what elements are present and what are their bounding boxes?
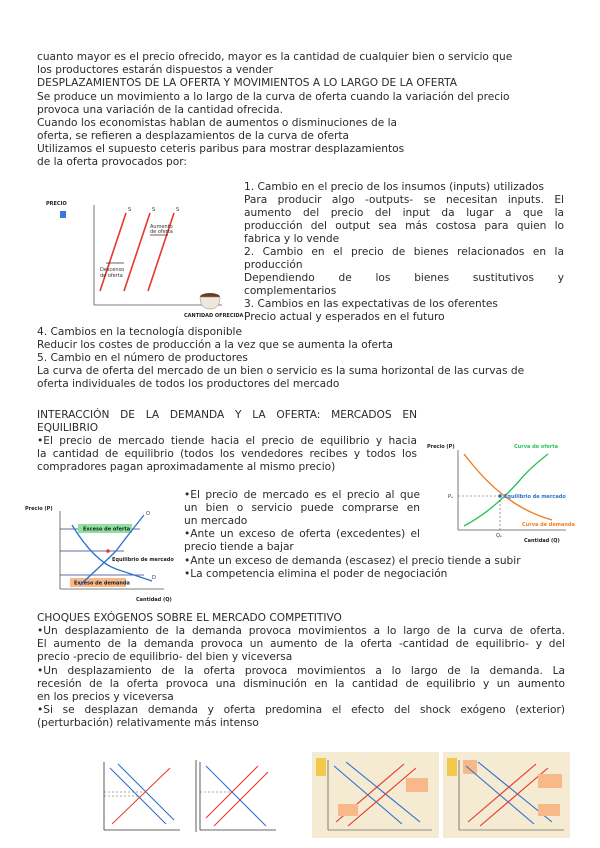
paragraph-line: •Si se desplazan demanda y oferta predomina el efecto del shock exógeno (exterior)	[37, 704, 565, 716]
qe-label: Qₑ	[496, 533, 503, 539]
paragraph-line: 1. Cambio en el precio de los insumos (inputs) utilizados	[244, 181, 544, 193]
paragraph-line: La curva de oferta del mercado de un bien o servicio es la suma horizontal de las curvas de	[37, 365, 525, 377]
demand-curve-label: Curva de demanda	[522, 522, 575, 528]
paragraph-line: recesión de la oferta provoca una disminución en la cantidad de equilibrio y un aumento	[37, 678, 565, 690]
demand-curve	[72, 525, 152, 581]
paragraph-line: precio tiende a bajar	[184, 541, 294, 553]
paragraph-line: Se produce un movimiento a lo largo de la curva de oferta cuando la variación del precio	[37, 91, 510, 103]
supply-curve	[464, 454, 548, 526]
paragraph-line: en los precios y viceversa	[37, 691, 174, 703]
supply-o-label: O	[146, 511, 150, 517]
shock-panels-figure	[312, 752, 570, 838]
shock-panel-left	[312, 752, 439, 838]
demand-d-label: D	[152, 575, 156, 581]
paragraph-line: compradores pagan aproximadamente al mismo precio)	[37, 461, 336, 473]
equilibrium-label: Equilibrio de mercado	[504, 494, 566, 500]
price-tag-icon	[60, 211, 66, 218]
paragraph-line: provoca una variación de la cantidad ofrecida.	[37, 104, 283, 116]
paragraph-line: de la oferta provocados por:	[37, 156, 187, 168]
paragraph-line: •Un desplazamiento de la demanda provoca movimientos a lo largo de la curva de oferta.	[37, 625, 565, 637]
axis-label-precio: Precio (P)	[427, 444, 455, 450]
paragraph-line: 3. Cambios en las expectativas de los oferentes	[244, 298, 498, 310]
paragraph-line: producción	[244, 259, 303, 271]
paragraph-line: Reducir los costes de producción a la vez que se aumenta la oferta	[37, 339, 393, 351]
exceso-oferta-label: Exceso de oferta	[83, 526, 131, 533]
pe-label: Pₑ	[448, 494, 454, 500]
paragraph-line: Cuando los economistas hablan de aumentos o disminuciones de la	[37, 117, 398, 129]
paragraph-line: 4. Cambios en la tecnología disponible	[37, 326, 243, 338]
paragraph-line: oferta individuales de todos los productores del mercado	[37, 378, 340, 390]
paragraph-line: 5. Cambio en el número de productores	[37, 352, 248, 364]
axis-label-cantidad: Cantidad (Q)	[524, 538, 560, 544]
paragraph-line: •Un desplazamiento de la oferta provoca movimientos a lo largo de la demanda. La	[37, 665, 565, 677]
paragraph-line: (perturbación) relativamente más intenso	[37, 717, 259, 729]
intro-line-1: cuanto mayor es el precio ofrecido, mayor es la cantidad de cualquier bien o servicio que	[37, 51, 513, 63]
axis-label-precio: PRECIO	[46, 201, 67, 207]
paragraph-line: producción del output sea más costosa para quien lo	[244, 220, 564, 232]
paragraph-line: un bien o servicio puede comprarse en	[184, 502, 420, 514]
paragraph-line: Precio actual y esperados en el futuro	[244, 311, 445, 323]
paragraph-line: •El precio de mercado es el precio al que	[184, 489, 420, 501]
paragraph-line: complementarios	[244, 285, 337, 297]
equilibrium-point	[106, 549, 110, 553]
paragraph-line: •La competencia elimina el poder de negociación	[184, 568, 448, 580]
paragraph-line: •Ante un exceso de oferta (excedentes) el	[184, 528, 420, 540]
demand-curve	[464, 454, 552, 520]
intro-line-2: los productores estarán dispuestos a vender	[37, 64, 273, 76]
axis-label-cantidad: CANTIDAD OFRECIDA	[184, 313, 244, 319]
shock-sketch-supply	[192, 758, 280, 836]
equilibrium-figure-left	[24, 503, 182, 607]
coffee-cup-icon	[200, 297, 220, 309]
supply-shift-figure	[42, 193, 244, 323]
svg-text:de oferta: de oferta	[150, 229, 173, 235]
supply-label-2: S	[152, 207, 156, 213]
section-title-oferta: DESPLAZAMIENTOS DE LA OFERTA Y MOVIMIENTOS A LO LARGO DE LA OFERTA	[37, 77, 457, 89]
shock-sketch-demand	[96, 758, 184, 836]
supply-curve-s1	[100, 213, 126, 291]
paragraph-line: precio -precio de equilibrio- del bien y viceversa	[37, 651, 293, 663]
paragraph-line: •El precio de mercado tiende hacia el precio de equilibrio y hacia	[37, 435, 417, 447]
paragraph-line: un mercado	[184, 515, 248, 527]
supply-curve-label: Curva de oferta	[514, 444, 559, 450]
equilibrium-label: Equilibrio de mercado	[112, 557, 174, 563]
paragraph-line: Para producir algo -outputs- se necesitan inputs. El	[244, 194, 564, 206]
equilibrium-figure-right	[424, 440, 575, 544]
equilibrium-point	[498, 494, 502, 498]
paragraph-line: El aumento de la demanda provoca un aumento de la oferta -cantidad de equilibrio- y del	[37, 638, 565, 650]
section-title-choques: CHOQUES EXÓGENOS SOBRE EL MERCADO COMPETITIVO	[37, 612, 342, 624]
paragraph-line: 2. Cambio en el precio de bienes relacionados en la	[244, 246, 564, 258]
exceso-demanda-label: Exceso de demanda	[74, 580, 130, 587]
aumento-oferta-label: Aumento	[150, 224, 173, 230]
supply-label-3: S	[176, 207, 180, 213]
supply-curve-s2	[124, 213, 150, 291]
paragraph-line: aumento del precio del input da lugar a que la	[244, 207, 564, 219]
descenso-oferta-label: Descenso	[100, 267, 125, 273]
paragraph-line: la cantidad de equilibrio (todos los vendedores recibes y todos los	[37, 448, 417, 460]
axis-label-precio: Precio (P)	[25, 506, 53, 512]
paragraph-line: •Ante un exceso de demanda (escasez) el precio tiende a subir	[184, 555, 521, 567]
section-title-equilibrio: INTERACCIÓN DE LA DEMANDA Y LA OFERTA: MERCADOS EN	[37, 409, 417, 421]
axis-label-cantidad: Cantidad (Q)	[136, 597, 172, 603]
paragraph-line: Utilizamos el supuesto ceteris paribus para mostrar desplazamientos	[37, 143, 405, 155]
paragraph-line: fabrica y lo vende	[244, 233, 340, 245]
paragraph-line: Dependiendo de los bienes sustitutivos y	[244, 272, 564, 284]
svg-text:de oferta: de oferta	[100, 273, 123, 279]
paragraph-line: oferta, se refieren a desplazamientos de la curva de oferta	[37, 130, 350, 142]
section-title-equilibrio-cont: EQUILIBRIO	[37, 422, 99, 434]
supply-label-1: S	[128, 207, 132, 213]
shock-panel-right	[443, 752, 570, 838]
